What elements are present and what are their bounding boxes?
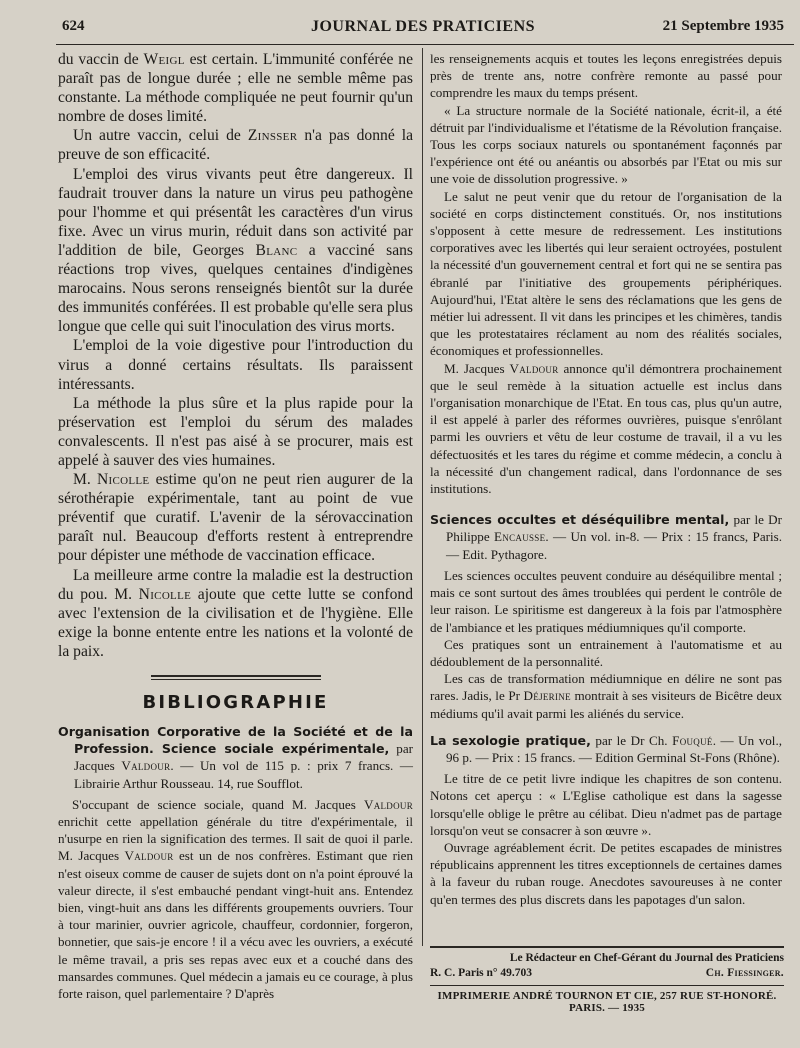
bibliography-entry: [58, 723, 413, 1002]
reference: La sexologie pratique, par le Dr Ch. Fouqué. — Un vol., 96 p. — Prix : 15 francs. — Edition Germinal St-Fons (Rhône).: [430, 732, 782, 765]
paragraph: Ouvrage agréablement écrit. De petites escapades de ministres républicains apprennent les titres exceptionnels de certaines dames à la faveur du ruban rouge. Anecdotes savoureuses à ne conter qu'en termes des plus discrets dans les papotages d'un salon.: [430, 839, 782, 907]
editor-line: Le Rédacteur en Chef-Gérant du Journal des Praticiens: [509, 952, 784, 964]
paragraph: L'emploi des virus vivants peut être dangereux. Il faudrait trouver dans la nature un virus peu pathogène pour l'homme et qui présentât les caractères d'un virus fixe. Avec un virus murin, réduit dans son activité par l'addition de bile, Georges Blanc a vacciné sans réactions trop vives, quelques centaines d'indigènes marocains. Nous serons renseignés bientôt sur la durée des immunités conférées. Il est probable qu'elle sera plus longue que celle qui suit l'inoculation des virus morts.: [58, 165, 413, 336]
paragraph: M. Nicolle estime qu'on ne peut rien augurer de la sérothérapie expérimentale, tant au point de vue préventif que curatif. L'avenir de la sérovaccination paraît nul. Beaucoup d'efforts restent à entreprendre pour dépister une méthode de vaccination efficace.: [58, 471, 413, 565]
paragraph: Un autre vaccin, celui de Zinsser n'a pas donné la preuve de son efficacité.: [58, 127, 413, 164]
paragraph: M. Jacques Valdour annonce qu'il démontrera prochainement que le seul remède à la situation actuelle est inclus dans l'organisation monarchique de l'Etat. En tous cas, plus qu'un autre, il est appelé à parler des réformes ouvrières, puisque s'enrôlant parmi les ouvriers et vêtu de leur costume de travail, il a vu les défectuosités et les tares du régime et comme médecin, a conclu à la nécessité d'un changement radical, dans l'ordonnance de ses institutions.: [430, 360, 782, 497]
rc-number: R. C. Paris n° 49.703: [430, 967, 533, 979]
reference-title: La sexologie pratique,: [430, 732, 591, 748]
left-column: [58, 50, 413, 1002]
paragraph: S'occupant de science sociale, quand M. Jacques Valdour enrichit cette appellation générale du titre d'expérimentale, il n'usurpe en rien la signification des termes. Il sait de quoi il parle. M. Jacques Valdour est un de nos confrères. Estimant que rien n'est oiseux comme de causer de sujets dont on n'a point éprouvé la valeur directe, il s'est embauché pendant vingt-huit ans. Entendez bien, vingt-huit ans dans les différents groupements ouvriers. Tour à tour marinier, ouvrier agricole, chauffeur, cordonnier, forgeron, bonnetier, que sais-je encore ! il a vécu avec les ouvriers, a exécuté le même travail, a pris ses repas avec eux et a couché dans des mansardes communes. Quel médecin a jamais eu ce courage, à plus forte raison, quel parlementaire ? D'après: [58, 796, 413, 1002]
paragraph: L'emploi de la voie digestive pour l'introduction du virus a donné certains résultats. Ils paraissent intéressants.: [58, 337, 413, 393]
printer-line: IMPRIMERIE ANDRÉ TOURNON ET CIE, 257 RUE ST-HONORÉ. PARIS. — 1935: [437, 990, 777, 1014]
footer-rule: [430, 946, 784, 948]
right-column: [430, 50, 782, 908]
reference-title: Organisation Corporative de la Société et de la Profession. Science sociale expérimentale,: [58, 724, 413, 757]
journal-title: JOURNAL DES PRATICIENS: [310, 18, 536, 35]
paragraph: Le salut ne peut venir que du retour de l'organisation de la société en corps distinctement constitués. Or, nos institutions s'opposent à cette mesure de redressement. Les institutions corporatives avec les libertés qui leur seraient octroyées, postulent la nécessité d'un gouvernement central et fort qui ne se sentira pas ébranlé par l'initiative des groupements périphériques. Aujourd'hui, l'Etat altère le sens des réclamations que les gens de métier lui adressent. Il vit dans les principes et les chimères, tandis que les protestataires réclament au nom des réalités sociales, économiques et professionnelles.: [430, 188, 782, 359]
paragraph: Ces pratiques sont un entrainement à l'automatisme et au dédoublement de la personnalité.: [430, 636, 782, 669]
article-continuation: [58, 50, 413, 661]
paragraph: Les sciences occultes peuvent conduire au déséquilibre mental ; mais ce sont surtout des âmes troublées qui perdent le contrôle de leur raison. Le spiritisme est dangereux à la fois par l'atmosphère de l'ambiance et les pratiques médiumniques qu'il comporte.: [430, 567, 782, 635]
paragraph: Les cas de transformation médiumnique en délire ne sont pas rares. Jadis, le Pr Déjerine montrait à ses visiteurs de Bicêtre deux médiums qu'il avait parmi les aliénés du service.: [430, 671, 782, 721]
header-rule: [56, 44, 794, 45]
reference-title: Sciences occultes et déséquilibre mental,: [430, 512, 730, 528]
footer-rule: [430, 985, 784, 986]
paragraph: « La structure normale de la Société nationale, écrit-il, a été détruit par l'individualisme et l'étatisme de la Révolution française. Tous les corps sociaux naturels ou spontanément façonnés par l'expérience ont été ou anéantis ou absorbés par l'Etat ou mis sur une voie de dissolution progressive. »: [430, 102, 782, 187]
reference: Sciences occultes et déséquilibre mental, par le Dr Philippe Encausse. — Un vol. in-8. — Prix : 15 francs, Paris. — Edit. Pythagore.: [430, 512, 782, 562]
page-header: [62, 18, 784, 38]
section-heading: BIBLIOGRAPHIE: [142, 692, 329, 713]
paragraph: les renseignements acquis et toutes les leçons enregistrées depuis près de trente ans, notre confrère remonte au passé pour comprendre les maux du temps présent.: [430, 51, 782, 101]
reference: Organisation Corporative de la Société et de la Profession. Science sociale expérimentale, par Jacques Valdour. — Un vol de 115 p. : prix 7 francs. — Librairie Arthur Rousseau. 14, rue Soufflot.: [58, 724, 414, 791]
registration-line: [430, 967, 784, 979]
paragraph: Le titre de ce petit livre indique les chapitres de son contenu. Notons cet aperçu : « L'Eglise catholique est dans la sagesse lorsqu'elle oblige le prêtre au célibat. Dieu n'admet pas de partage lorsqu'on veut se consacrer à son œuvre ».: [430, 771, 782, 838]
editor-signature: Ch. Fiessinger.: [705, 967, 784, 979]
issue-date: 21 Septembre 1935: [662, 18, 784, 34]
section-divider: [151, 675, 321, 680]
column-divider: [422, 48, 423, 946]
paragraph: La meilleure arme contre la maladie est la destruction du pou. M. Nicolle ajoute que cette lutte se confond avec l'extension de la civilisation et de l'hygiène. Elle exige la bonne entente entre les nations et la volonté de la paix.: [58, 566, 413, 660]
paragraph: du vaccin de Weigl est certain. L'immunité conférée ne paraît pas de longue durée ; elle ne semble même pas constante. La méthode compliquée ne peut fournir qu'un nombre de doses limité.: [58, 51, 413, 126]
page-number: 624: [62, 18, 85, 34]
paragraph: La méthode la plus sûre et la plus rapide pour la préservation est l'emploi du sérum des malades convalescents. Il n'est pas aisé à se procurer, mais est appelé à sauver des vies humaines.: [58, 394, 413, 469]
